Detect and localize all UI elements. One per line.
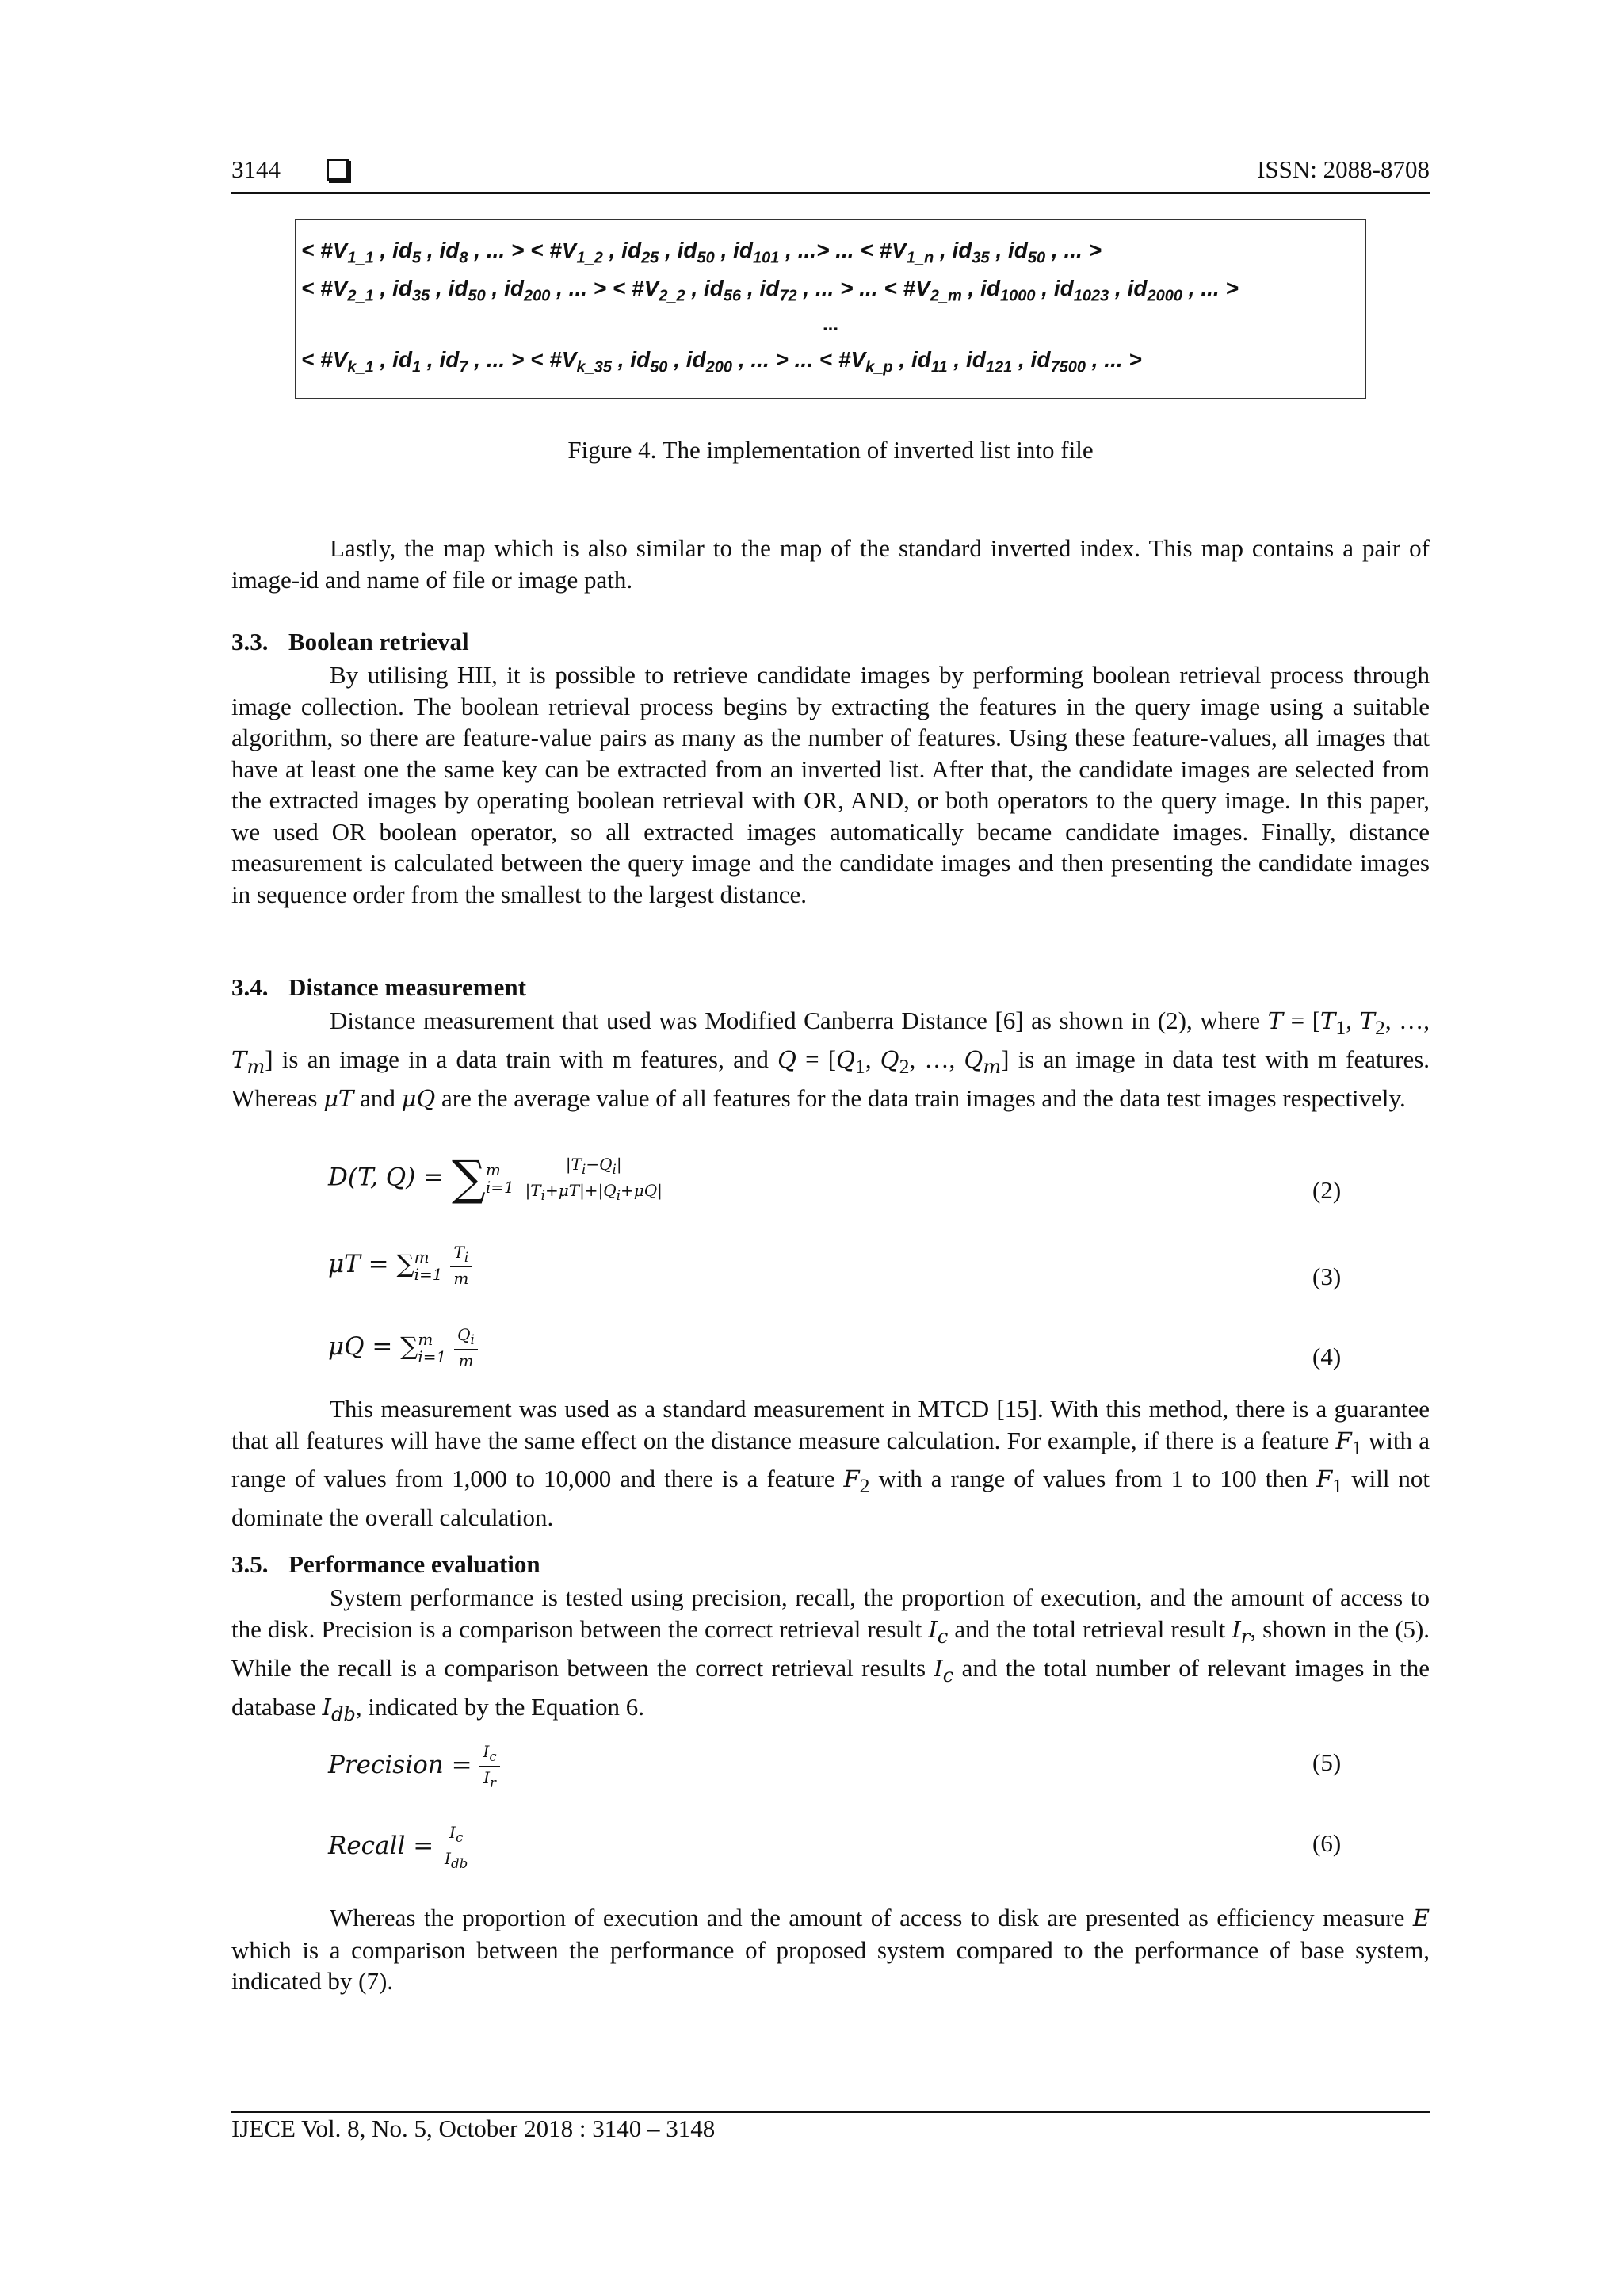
figure-caption: Figure 4. The implementation of inverted list into file (567, 436, 1094, 464)
equation-6: Recall = $\frac{I_c}{I_{db}}$ (328, 1823, 471, 1871)
paragraph-efficiency: Whereas the proportion of execution and the amount of access to disk are presented as efficiency measure E which is a comparison between the performance of proposed system compared to the performance of base system, indicated by (7). (231, 1904, 1430, 1995)
section-3-4-heading: 3.4. Distance measurement (231, 973, 526, 1001)
inverted-list-ellipsis: ... (822, 314, 838, 335)
footer-rule (231, 2111, 1430, 2113)
equation-5-number: (5) (1312, 1748, 1342, 1776)
equation-5: Precision = $\frac{I_c}{I_r}$ (328, 1742, 500, 1790)
equation-3: μT = ∑ m i=1 $\frac{T_i}{m}$ (328, 1243, 472, 1288)
paragraph-performance: System performance is tested using precision, recall, the proportion of execution, and the amount of access to the disk. Precision is a comparison between the correct retrieval result $I_c$ and the total retrieval result $I_r$, shown in the (5). While the recall is a comparison between the correct retrieval results $I_c$ and the total number of relevant images in the database $I_{db}$, indicated by the Equation 6. (231, 1584, 1430, 1725)
paragraph-map: Lastly, the map which is also similar to the map of the standard inverted index. This map contains a pair of image-id and name of file or image path. (231, 534, 1430, 594)
section-3-5-heading: 3.5. Performance evaluation (231, 1550, 540, 1578)
paragraph-mtcd: This measurement was used as a standard measurement in MTCD [15]. With this method, there is a guarantee that all features will have the same effect on the distance measure calculation. For example, if there is a feature $F_1$ with a range of values from 1,000 to 10,000 and there is a feature $F_2$ with a range of values from 1 to 100 then $F_1$ will not dominate the overall calculation. (231, 1395, 1430, 1531)
inverted-list-line-1: < $\#V_{1\_1}$ , $id_5$ , $id_8$ , ... > < $\#V_{1\_2}$ , $id_{25}$ , $id_{50}$ , $id_{101}$ , ...> ... < $\#V_{1\_n}$ , $id_{35}$ , $id_{50}$ , ... > (301, 238, 1102, 267)
footer-citation: IJECE Vol. 8, No. 5, October 2018 : 3140 – 3148 (231, 2115, 716, 2142)
inverted-list-line-k: < $\#V_{k\_1}$ , $id_1$ , $id_7$ , ... > < $\#V_{k\_35}$ , $id_{50}$ , $id_{200}$ , ... > ... < $\#V_{k\_p}$ , $id_{11}$ , $id_{121}$ , $id_{7500}$ , ... > (301, 347, 1142, 376)
equation-3-number: (3) (1312, 1263, 1342, 1290)
paragraph-distance-measurement: Distance measurement that used was Modified Canberra Distance [6] as shown in (2), where $T = [T_1$, $T_2$, …, $T_m$] is an image in a data train with m features, and $Q = [Q_1$, $Q_2$, …, $Q_m$] is an image in data test with m features. Whereas μT and μQ are the average value of all features for the data train images and the data test images respectively. (231, 1007, 1430, 1112)
equation-2-number: (2) (1312, 1176, 1342, 1204)
figure-4-box (295, 219, 1366, 399)
equation-4: μQ = ∑ m i=1 $\frac{Q_i}{m}$ (328, 1325, 478, 1370)
square-icon (327, 159, 349, 181)
equation-4-number: (4) (1312, 1343, 1342, 1370)
equation-6-number: (6) (1312, 1829, 1342, 1857)
equation-2: D(T, Q) = ∑ m i=1 $\frac{|T_i-Q_i|}{|T_i+\mu T|+|Q_i+\mu Q|}$ (328, 1151, 666, 1206)
page-header (231, 155, 1430, 193)
inverted-list-line-2: < $\#V_{2\_1}$ , $id_{35}$ , $id_{50}$ , $id_{200}$ , ... > < $\#V_{2\_2}$ , $id_{56}$ , $id_{72}$ , ... > ... < $\#V_{2\_m}$ , $id_{1000}$ , $id_{1023}$ , $id_{2000}$ , ... > (301, 276, 1239, 305)
section-3-3-heading: 3.3. Boolean retrieval (231, 628, 469, 655)
header-rule (231, 192, 1430, 194)
issn: ISSN: 2088-8708 (1257, 155, 1430, 183)
page-number: 3144 (231, 155, 281, 183)
paragraph-boolean-retrieval: By utilising HII, it is possible to retrieve candidate images by performing boolean retrieval process through image collection. The boolean retrieval process begins by extracting the features in the query image using a suitable algorithm, so there are feature-value pairs as many as the number of features. Using these feature-values, all images that have at least one the same key can be extracted from an inverted list. After that, the candidate images are selected from the extracted images by operating boolean retrieval with OR, AND, or both operators to the query image. In this paper, we used OR boolean operator, so all extracted images automatically became candidate images. Finally, distance measurement is calculated between the query image and the candidate images and then presenting the candidate images in sequence order from the smallest to the largest distance. (231, 661, 1430, 908)
